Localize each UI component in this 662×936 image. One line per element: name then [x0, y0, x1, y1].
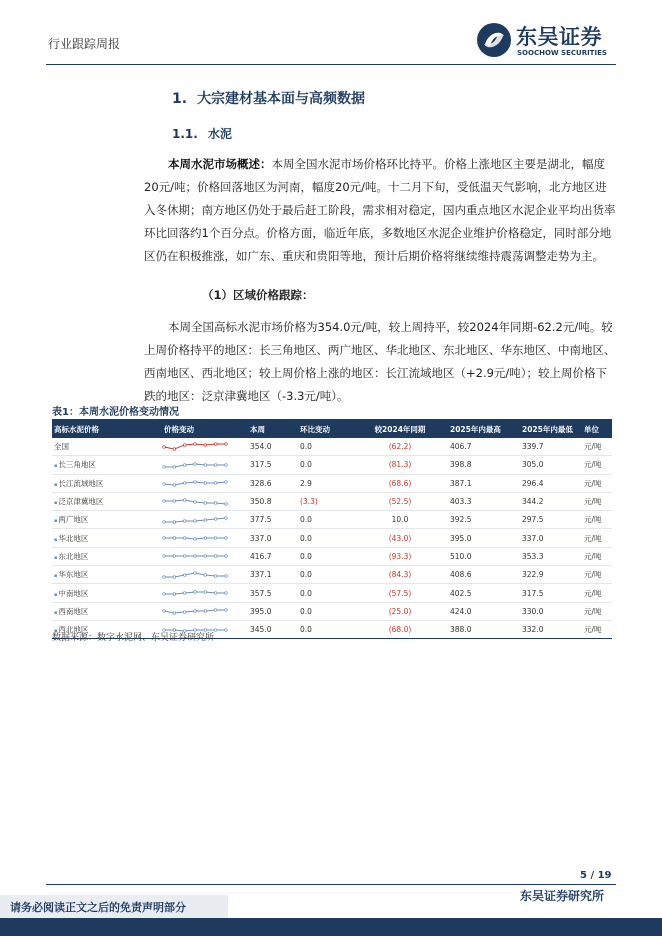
logo-chinese-name: 东吴证券	[516, 25, 602, 49]
sparkline-point	[173, 484, 176, 487]
year-low-cell: 330.0	[520, 602, 582, 620]
year-high-cell: 408.6	[448, 566, 520, 584]
table-row	[52, 511, 612, 529]
year-high-cell: 398.8	[448, 456, 520, 474]
yoy-change-cell: (25.0)	[352, 602, 448, 620]
current-price-cell: 337.0	[248, 529, 298, 547]
region-cell	[52, 566, 162, 584]
sparkline-point	[173, 466, 176, 469]
row-marker-icon: ▪	[54, 481, 58, 488]
col-header-current: 本周	[250, 425, 265, 434]
yoy-change-cell: (43.0)	[352, 529, 448, 547]
year-high-cell: 402.5	[448, 584, 520, 602]
region-name: 华北地区	[58, 533, 89, 543]
current-price-cell: 357.5	[248, 584, 298, 602]
sparkline-point	[225, 442, 228, 445]
subsection-number: 1.1.	[172, 127, 198, 141]
trend-sparkline-cell	[162, 511, 248, 529]
trend-sparkline	[162, 549, 228, 563]
yoy-change-cell: (84.3)	[352, 566, 448, 584]
year-high-cell: 392.5	[448, 511, 520, 529]
region-name: 全国	[54, 442, 69, 452]
trend-sparkline-cell	[162, 474, 248, 492]
sparkline-point	[163, 483, 166, 486]
region-name: 两广地区	[58, 515, 89, 525]
col-header-region: 高标水泥价格	[54, 425, 99, 434]
row-marker-icon: ▪	[54, 609, 58, 616]
sparkline-point	[225, 609, 228, 612]
sparkline-point	[194, 442, 197, 445]
table-row	[52, 602, 612, 620]
region-name: 中南地区	[58, 588, 89, 598]
table-row	[52, 584, 612, 602]
table-row	[52, 456, 612, 474]
sparkline-point	[204, 573, 207, 576]
sparkline-point	[225, 574, 228, 577]
wow-change-cell: 0.0	[298, 584, 352, 602]
current-price-cell: 395.0	[248, 602, 298, 620]
cement-price-table	[52, 419, 612, 639]
region-cell	[52, 492, 162, 510]
current-price-cell: 354.0	[248, 438, 298, 456]
unit-cell: 元/吨	[582, 474, 612, 492]
sparkline-point	[204, 464, 207, 467]
regional-heading: （1）区域价格跟踪：	[202, 288, 314, 302]
col-header-wow: 环比变动	[300, 425, 330, 434]
current-price-cell: 345.0	[248, 620, 298, 638]
sparkline-point	[214, 628, 217, 631]
trend-sparkline-cell	[162, 456, 248, 474]
sparkline-point	[163, 593, 166, 596]
current-price-cell: 317.5	[248, 456, 298, 474]
overview-text: 本周全国水泥市场价格环比持平。价格上涨地区主要是湖北，幅度20元/吨；价格回落地区为河南，幅度20元/吨。十二月下旬，受低温天气影响，北方地区进入冬休期；南方地区仍处于最后赶工阶段，需求相对稳定，国内重点地区水泥企业平均出货率环比回落约1个百分点。价格方面，临近年底，多数地区水泥企业维护价格稳定，同时部分地区仍在积极推涨，如广东、重庆和贵阳等地，预计后期价格将继续维持震荡调整走势为主。	[144, 157, 616, 263]
sparkline-point	[194, 555, 197, 558]
regional-paragraph	[144, 316, 616, 408]
sparkline-point	[173, 537, 176, 540]
sparkline-point	[163, 466, 166, 469]
subsection-heading	[172, 125, 232, 142]
sparkline-point	[214, 574, 217, 577]
yoy-change-cell: (93.3)	[352, 547, 448, 565]
yoy-change-cell: (52.5)	[352, 492, 448, 510]
sparkline-point	[183, 537, 186, 540]
table-row	[52, 529, 612, 547]
row-marker-icon: ▪	[54, 500, 58, 507]
sparkline-point	[204, 519, 207, 522]
region-name: 长江流域地区	[58, 478, 104, 488]
sparkline-point	[214, 501, 217, 504]
year-high-cell: 403.3	[448, 492, 520, 510]
sparkline-point	[173, 593, 176, 596]
sparkline-point	[214, 442, 217, 445]
sparkline-point	[163, 499, 166, 502]
sparkline-point	[173, 555, 176, 558]
sparkline-point	[194, 571, 197, 574]
table-header-row	[52, 420, 612, 438]
sparkline-point	[194, 500, 197, 503]
unit-cell: 元/吨	[582, 438, 612, 456]
region-name: 西南地区	[58, 606, 89, 616]
yoy-change-cell: (62.2)	[352, 438, 448, 456]
sparkline-point	[214, 555, 217, 558]
wow-change-cell: (3.3)	[298, 492, 352, 510]
sparkline-point	[194, 610, 197, 613]
sparkline-point	[183, 573, 186, 576]
wow-change-cell: 2.9	[298, 474, 352, 492]
current-price-cell: 350.8	[248, 492, 298, 510]
footer-band	[0, 918, 662, 936]
row-marker-icon: ▪	[54, 518, 58, 525]
header-divider	[46, 64, 616, 65]
unit-cell: 元/吨	[582, 492, 612, 510]
data-source-note: 数据来源：数字水泥网、东吴证券研究所	[52, 633, 215, 643]
sparkline-point	[173, 521, 176, 524]
year-low-cell: 305.0	[520, 456, 582, 474]
current-price-cell: 337.1	[248, 566, 298, 584]
wow-change-cell: 0.0	[298, 529, 352, 547]
year-high-cell: 424.0	[448, 602, 520, 620]
sparkline-point	[204, 501, 207, 504]
sparkline-point	[194, 463, 197, 466]
sparkline-point	[194, 591, 197, 594]
yoy-change-cell: 10.0	[352, 511, 448, 529]
unit-cell: 元/吨	[582, 620, 612, 638]
sparkline-point	[204, 555, 207, 558]
row-marker-icon: ▪	[54, 628, 58, 635]
year-low-cell: 296.4	[520, 474, 582, 492]
yoy-change-cell: (68.0)	[352, 620, 448, 638]
row-marker-icon: ▪	[54, 554, 58, 561]
trend-sparkline	[162, 513, 228, 527]
col-header-low: 2025年内最低	[522, 425, 573, 434]
trend-sparkline-cell	[162, 492, 248, 510]
trend-sparkline	[162, 495, 228, 509]
unit-cell: 元/吨	[582, 511, 612, 529]
sparkline-point	[183, 443, 186, 446]
region-name: 长三角地区	[58, 460, 96, 470]
logo-english-name: SOOCHOW SECURITIES	[517, 49, 607, 57]
regional-text: 本周全国高标水泥市场价格为354.0元/吨，较上周持平，较2024年同期-62.2元/吨。较上周价格持平的地区：长三角地区、两广地区、华北地区、东北地区、华东地区、中南地区、西南地区、西北地区；较上周价格上涨的地区：长江流域地区（+2.9元/吨）；较上周价格下跌的地区：泛京津冀地区（-3.3元/吨）。	[144, 320, 616, 403]
sparkline-point	[163, 555, 166, 558]
unit-cell: 元/吨	[582, 547, 612, 565]
unit-cell: 元/吨	[582, 566, 612, 584]
region-name: 东北地区	[58, 551, 89, 561]
wow-change-cell: 0.0	[298, 602, 352, 620]
region-name: 华东地区	[58, 570, 89, 580]
trend-sparkline-cell	[162, 547, 248, 565]
sparkline-point	[183, 520, 186, 523]
sparkline-point	[225, 592, 228, 595]
trend-sparkline-cell	[162, 602, 248, 620]
report-type-label: 行业跟踪周报	[48, 37, 121, 51]
trend-sparkline	[162, 586, 228, 600]
soochow-logo-icon	[476, 22, 512, 58]
overview-lead: 本周水泥市场概述：	[168, 157, 272, 171]
region-cell	[52, 584, 162, 602]
trend-sparkline	[162, 531, 228, 545]
sparkline-point	[194, 520, 197, 523]
region-cell	[52, 547, 162, 565]
sparkline-point	[183, 498, 186, 501]
year-high-cell: 395.0	[448, 529, 520, 547]
table-row	[52, 492, 612, 510]
sparkline-point	[163, 610, 166, 613]
sparkline-point	[173, 612, 176, 615]
section-heading	[172, 88, 365, 108]
region-cell	[52, 438, 162, 456]
sparkline-point	[225, 502, 228, 505]
region-cell	[52, 602, 162, 620]
unit-cell: 元/吨	[582, 602, 612, 620]
col-header-yoy: 较2024年同期	[374, 425, 426, 434]
section-number: 1.	[172, 91, 188, 107]
trend-sparkline	[162, 568, 228, 582]
page-number: 5 / 19	[580, 870, 612, 881]
sparkline-point	[173, 575, 176, 578]
trend-sparkline-cell	[162, 566, 248, 584]
sparkline-point	[225, 628, 228, 631]
year-high-cell: 387.1	[448, 474, 520, 492]
sparkline-point	[204, 443, 207, 446]
year-low-cell: 353.3	[520, 547, 582, 565]
sparkline-point	[225, 481, 228, 484]
unit-cell: 元/吨	[582, 529, 612, 547]
wow-change-cell: 0.0	[298, 620, 352, 638]
trend-sparkline-cell	[162, 584, 248, 602]
region-cell	[52, 474, 162, 492]
trend-sparkline-cell	[162, 438, 248, 456]
region-cell	[52, 456, 162, 474]
trend-sparkline	[162, 458, 228, 472]
market-overview-paragraph	[144, 153, 616, 268]
year-low-cell: 339.7	[520, 438, 582, 456]
trend-sparkline-cell	[162, 529, 248, 547]
disclaimer-text: 请务必阅读正文之后的免责声明部分	[10, 901, 186, 914]
sparkline-point	[173, 447, 176, 450]
institute-name: 东吴证券研究所	[520, 889, 605, 903]
yoy-change-cell: (68.6)	[352, 474, 448, 492]
yoy-change-cell: (81.3)	[352, 456, 448, 474]
sparkline-point	[183, 555, 186, 558]
region-cell	[52, 511, 162, 529]
wow-change-cell: 0.0	[298, 511, 352, 529]
col-header-unit: 单位	[584, 425, 599, 434]
table-row	[52, 566, 612, 584]
sparkline-point	[194, 481, 197, 484]
current-price-cell: 416.7	[248, 547, 298, 565]
sparkline-point	[225, 555, 228, 558]
section-title: 大宗建材基本面与高频数据	[197, 91, 366, 107]
col-header-trend: 价格变动	[164, 425, 194, 434]
sparkline-point	[183, 464, 186, 467]
sparkline-point	[214, 609, 217, 612]
yoy-change-cell: (57.5)	[352, 584, 448, 602]
sparkline-point	[183, 611, 186, 614]
sparkline-point	[214, 518, 217, 521]
region-name: 西北地区	[58, 625, 89, 635]
wow-change-cell: 0.0	[298, 566, 352, 584]
year-low-cell: 317.5	[520, 584, 582, 602]
sparkline-point	[204, 610, 207, 613]
table-row	[52, 547, 612, 565]
table-title: 表1：本周水泥价格变动情况	[52, 407, 179, 418]
sparkline-point	[183, 482, 186, 485]
sparkline-point	[173, 499, 176, 502]
subsection-title: 水泥	[207, 127, 232, 141]
wow-change-cell: 0.0	[298, 456, 352, 474]
sparkline-point	[204, 537, 207, 540]
table-row	[52, 438, 612, 456]
sparkline-point	[163, 575, 166, 578]
row-marker-icon: ▪	[54, 591, 58, 598]
row-marker-icon: ▪	[54, 536, 58, 543]
year-high-cell: 406.7	[448, 438, 520, 456]
footer-divider	[46, 884, 616, 885]
year-low-cell: 322.9	[520, 566, 582, 584]
row-marker-icon: ▪	[54, 573, 58, 580]
company-logo	[476, 22, 626, 62]
col-header-high: 2025年内最高	[450, 425, 501, 434]
year-low-cell: 332.0	[520, 620, 582, 638]
trend-sparkline	[162, 476, 228, 490]
sparkline-point	[163, 445, 166, 448]
sparkline-point	[163, 537, 166, 540]
sparkline-point	[183, 592, 186, 595]
sparkline-point	[225, 464, 228, 467]
sparkline-point	[204, 591, 207, 594]
sparkline-point	[204, 482, 207, 485]
current-price-cell: 328.6	[248, 474, 298, 492]
sparkline-point	[214, 482, 217, 485]
row-marker-icon: ▪	[54, 463, 58, 470]
year-low-cell: 337.0	[520, 529, 582, 547]
region-name: 泛京津冀地区	[58, 497, 104, 507]
trend-sparkline	[162, 440, 228, 454]
trend-sparkline	[162, 604, 228, 618]
sparkline-point	[214, 592, 217, 595]
unit-cell: 元/吨	[582, 584, 612, 602]
sparkline-point	[225, 537, 228, 540]
year-high-cell: 510.0	[448, 547, 520, 565]
wow-change-cell: 0.0	[298, 547, 352, 565]
current-price-cell: 377.5	[248, 511, 298, 529]
wow-change-cell: 0.0	[298, 438, 352, 456]
sparkline-point	[225, 517, 228, 520]
year-low-cell: 297.5	[520, 511, 582, 529]
sparkline-point	[163, 521, 166, 524]
sparkline-point	[214, 464, 217, 467]
table-row	[52, 474, 612, 492]
region-cell	[52, 529, 162, 547]
sparkline-point	[214, 537, 217, 540]
unit-cell: 元/吨	[582, 456, 612, 474]
sparkline-point	[194, 538, 197, 541]
year-low-cell: 344.2	[520, 492, 582, 510]
year-high-cell: 388.0	[448, 620, 520, 638]
